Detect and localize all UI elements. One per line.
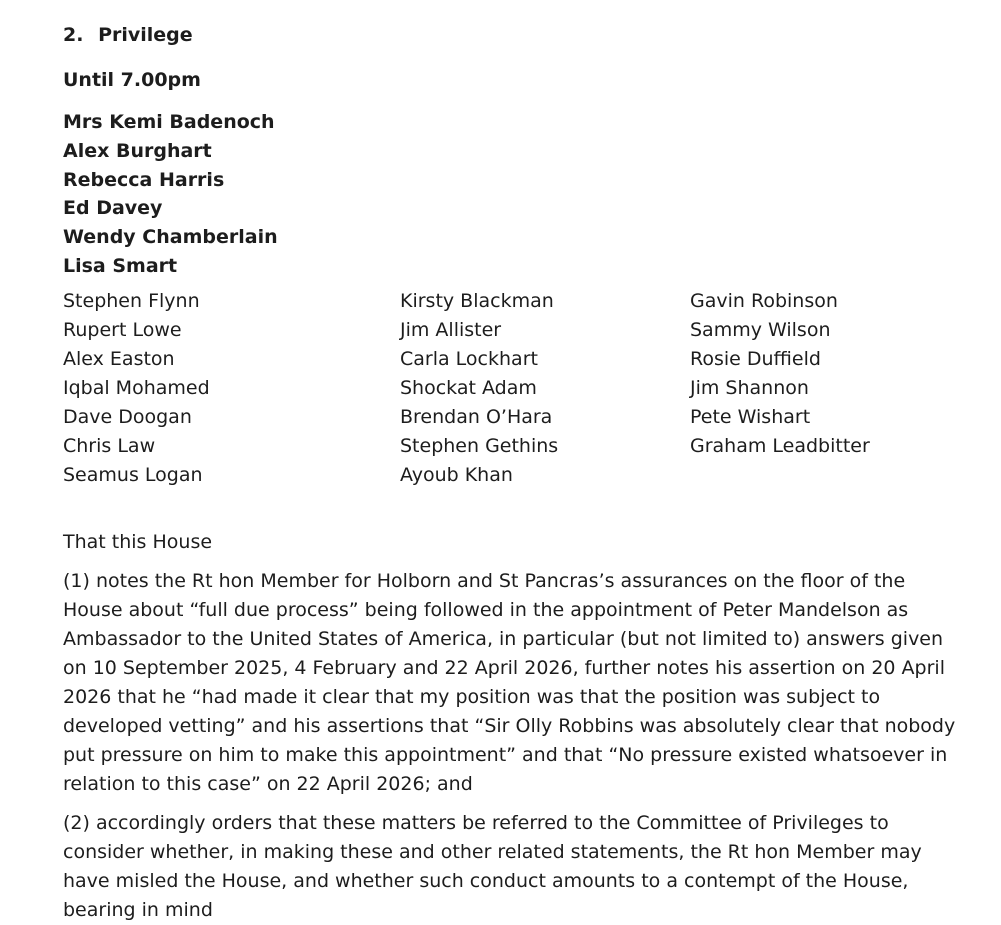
supporter-column-2 bbox=[400, 287, 558, 490]
supporter-column-1 bbox=[63, 287, 210, 490]
supporter-name: Graham Leadbitter bbox=[690, 435, 870, 457]
time-limit: Until 7.00pm bbox=[63, 69, 201, 91]
supporter-name: Jim Shannon bbox=[690, 377, 809, 399]
supporter-name: Stephen Gethins bbox=[400, 435, 559, 457]
motion-text bbox=[63, 528, 963, 925]
motion-intro: That this House bbox=[63, 531, 213, 553]
motion-paragraph-2: (2) accordingly orders that these matters be referred to the Committee of Privileges to consider whether, in making these and other related statements, the Rt hon Member may have misled the House, and whether such conduct amounts to a contempt of the House, bearing in mind bbox=[63, 812, 922, 921]
supporter-name: Brendan O’Hara bbox=[400, 406, 553, 428]
supporter-name: Pete Wishart bbox=[690, 406, 811, 428]
supporter-name: Rosie Duffield bbox=[690, 348, 821, 370]
supporter-column-3 bbox=[690, 287, 870, 461]
supporter-name: Dave Doogan bbox=[63, 406, 192, 428]
sponsor-name: Wendy Chamberlain bbox=[63, 226, 278, 249]
supporter-name: Seamus Logan bbox=[63, 464, 203, 486]
motion-paragraph-1: (1) notes the Rt hon Member for Holborn and St Pancras’s assurances on the floor of the House about “full due process” being followed in the appointment of Peter Mandelson as Ambassador to the United States of America, in particular (but not limited to) answers given on 10 September 2025, 4 February and 22 April 2026, further notes his assertion on 20 April 2026 that he “had made it clear that my position was that the position was subject to developed vetting” and his assertions that “Sir Olly Robbins was absolutely clear that nobody put pressure on him to make this appointment” and that “No pressure existed whatsoever in relation to this case” on 22 April 2026; and bbox=[63, 570, 956, 795]
supporter-name: Kirsty Blackman bbox=[400, 290, 554, 312]
supporter-name: Rupert Lowe bbox=[63, 319, 182, 341]
sponsor-name: Alex Burghart bbox=[63, 139, 212, 162]
sponsor-list bbox=[63, 108, 278, 281]
sponsor-name: Mrs Kemi Badenoch bbox=[63, 111, 275, 133]
supporter-name: Jim Allister bbox=[400, 319, 502, 341]
supporter-name: Ayoub Khan bbox=[400, 464, 513, 486]
sponsor-name: Rebecca Harris bbox=[63, 168, 225, 191]
supporter-name: Carla Lockhart bbox=[400, 348, 538, 370]
sponsor-name: Ed Davey bbox=[63, 197, 163, 220]
item-title: Privilege bbox=[98, 24, 193, 46]
supporter-name: Stephen Flynn bbox=[63, 290, 200, 312]
sponsor-name: Lisa Smart bbox=[63, 254, 178, 277]
supporter-name: Gavin Robinson bbox=[690, 290, 838, 312]
supporter-name: Shockat Adam bbox=[400, 377, 537, 399]
supporter-name: Iqbal Mohamed bbox=[63, 377, 210, 399]
supporter-name: Chris Law bbox=[63, 435, 156, 457]
supporter-name: Alex Easton bbox=[63, 348, 175, 370]
item-heading bbox=[63, 24, 193, 46]
supporter-name: Sammy Wilson bbox=[690, 319, 831, 341]
item-number: 2. bbox=[63, 24, 84, 46]
